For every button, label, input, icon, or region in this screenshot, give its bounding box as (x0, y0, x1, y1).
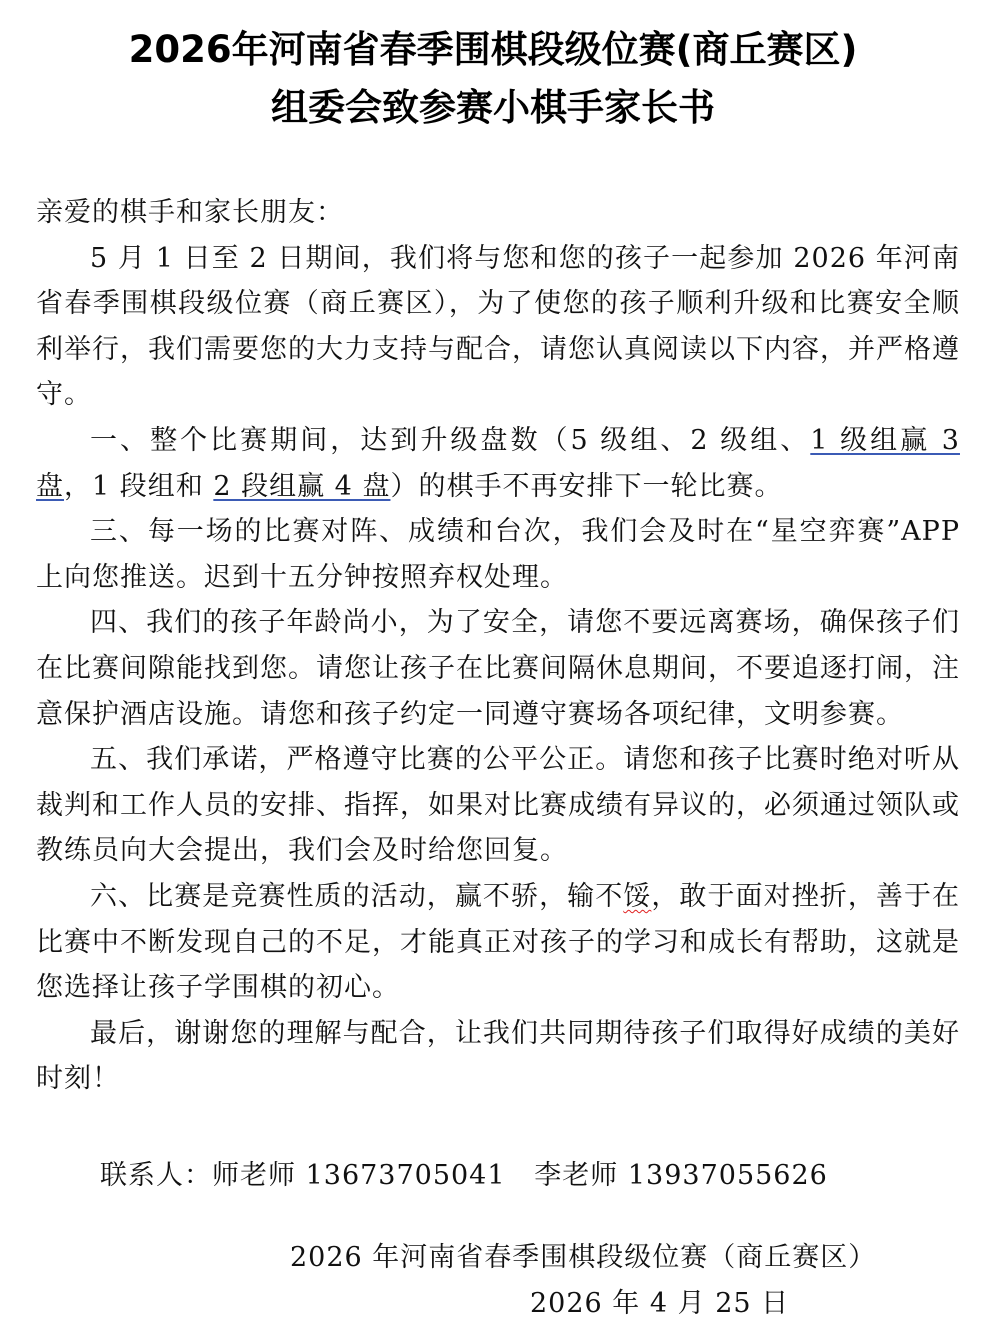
item-6-paragraph (36, 874, 960, 1011)
item-1-text-a: 一、整个比赛期间，达到升级盘数（5 级组、2 级组、 (90, 424, 811, 456)
document-title-line1: 2026年河南省春季围棋段级位赛(商丘赛区) (128, 28, 858, 71)
item-1-text-b: ，1 段组和 (64, 470, 214, 502)
salutation: 亲爱的棋手和家长朋友： (36, 197, 344, 228)
spellcheck-marked-word: 馁 (623, 880, 652, 912)
item-4-paragraph: 四、我们的孩子年龄尚小，为了安全，请您不要远离赛场，确保孩子们在比赛间隙能找到您。请您让孩子在比赛间隔休息期间，不要追逐打闹，注意保护酒店设施。请您和孩子约定一同遵守赛场各项纪律，文明参赛。 (36, 607, 960, 730)
item-1-text-c: ）的棋手不再安排下一轮比赛。 (390, 470, 783, 502)
item-1-paragraph (36, 418, 960, 509)
signature-organization: 2026 年河南省春季围棋段级位赛（商丘赛区） (290, 1242, 877, 1273)
document-title-line2: 组委会致参赛小棋手家长书 (271, 86, 715, 129)
item-1-underlined-b: 2 段组赢 4 盘 (213, 470, 391, 502)
item-1-underlined-a: 1 级组赢 3 盘 (36, 424, 960, 502)
signature-date: 2026 年 4 月 25 日 (530, 1288, 790, 1319)
closing-paragraph: 最后，谢谢您的理解与配合，让我们共同期待孩子们取得好成绩的美好时刻！ (36, 1017, 960, 1095)
item-3-paragraph: 三、每一场的比赛对阵、成绩和台次，我们会及时在“星空弈赛”APP 上向您推送。迟到十五分钟按照弃权处理。 (36, 516, 960, 593)
item-5-paragraph: 五、我们承诺，严格遵守比赛的公平公正。请您和孩子比赛时绝对听从裁判和工作人员的安排、指挥，如果对比赛成绩有异议的，必须通过领队或教练员向大会提出，我们会及时给您回复。 (36, 744, 960, 867)
intro-paragraph: 5 月 1 日至 2 日期间，我们将与您和您的孩子一起参加 2026 年河南省春季围棋段级位赛（商丘赛区），为了使您的孩子顺利升级和比赛安全顺利举行，我们需要您的大力支持与配合，请您认真阅读以下内容，并严格遵守。 (36, 242, 960, 411)
item-6-text-a: 六、比赛是竞赛性质的活动，赢不骄，输不 (90, 880, 624, 912)
item-6-text-b: ，敢于面对挫折，善于在比赛中不断发现自己的不足，才能真正对孩子的学习和成长有帮助，这就是您选择让孩子学围棋的初心。 (36, 880, 961, 1004)
contact-line: 联系人：师老师 13673705041 李老师 13937055626 (100, 1160, 828, 1191)
letter-body (36, 190, 960, 1102)
